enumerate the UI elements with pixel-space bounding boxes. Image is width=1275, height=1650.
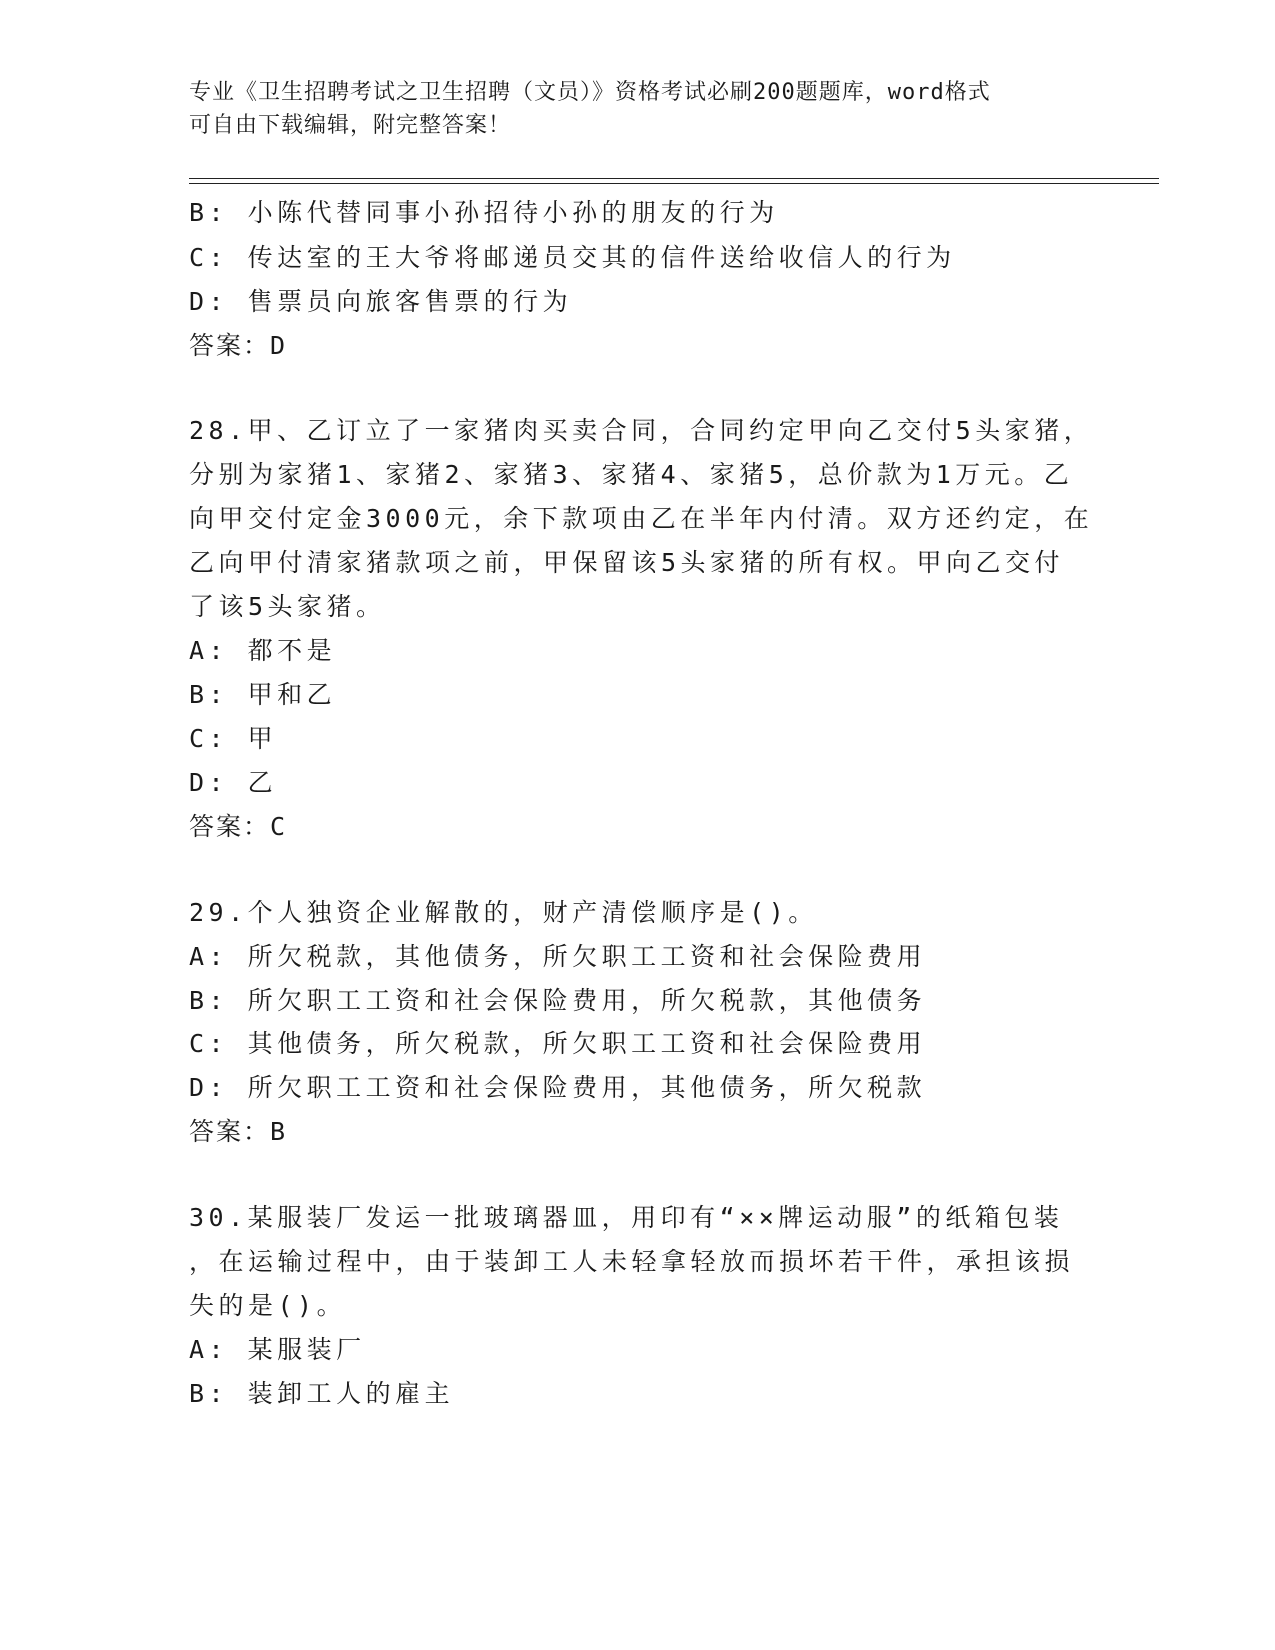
q28-option-c: C: 甲 <box>189 724 278 753</box>
q29-answer: 答案：B <box>189 1117 288 1146</box>
q28-option-a: A: 都不是 <box>189 636 337 665</box>
q30-option-a: A: 某服装厂 <box>189 1335 366 1364</box>
q28-stem-line-5: 了该5头家猪。 <box>189 592 386 621</box>
q28-stem-line-3: 向甲交付定金3000元，余下款项由乙在半年内付清。双方还约定，在 <box>189 504 1094 533</box>
q29-option-d: D: 所欠职工工资和社会保险费用，其他债务，所欠税款 <box>189 1073 927 1102</box>
q28-stem-line-2: 分别为家猪1、家猪2、家猪3、家猪4、家猪5，总价款为1万元。乙 <box>189 460 1074 489</box>
q30-stem-line-3: 失的是()。 <box>189 1291 347 1320</box>
q27-option-c: C: 传达室的王大爷将邮递员交其的信件送给收信人的行为 <box>189 243 956 272</box>
q30-option-b: B: 装卸工人的雇主 <box>189 1379 455 1408</box>
header-rule-bottom <box>189 183 1159 184</box>
q29-option-c: C: 其他债务，所欠税款，所欠职工工资和社会保险费用 <box>189 1029 927 1058</box>
q27-option-b: B: 小陈代替同事小孙招待小孙的朋友的行为 <box>189 198 779 227</box>
q30-stem-line-2: ，在运输过程中，由于装卸工人未轻拿轻放而损坏若干件，承担该损 <box>189 1247 1075 1276</box>
q29-option-a: A: 所欠税款，其他债务，所欠职工工资和社会保险费用 <box>189 942 927 971</box>
q29-stem: 29.个人独资企业解散的，财产清偿顺序是()。 <box>189 898 818 927</box>
q28-answer: 答案：C <box>189 812 288 841</box>
header-rule-top <box>189 178 1159 179</box>
q27-option-d: D: 售票员向旅客售票的行为 <box>189 287 573 316</box>
q28-option-d: D: 乙 <box>189 768 278 797</box>
header-line-2: 可自由下载编辑，附完整答案！ <box>189 113 512 138</box>
q28-stem-line-1: 28.甲、乙订立了一家猪肉买卖合同，合同约定甲向乙交付5头家猪， <box>189 416 1094 445</box>
q28-stem-line-4: 乙向甲付清家猪款项之前，甲保留该5头家猪的所有权。甲向乙交付 <box>189 548 1065 577</box>
q29-option-b: B: 所欠职工工资和社会保险费用，所欠税款，其他债务 <box>189 986 927 1015</box>
header-line-1: 专业《卫生招聘考试之卫生招聘（文员）》资格考试必刷200题题库，word格式 <box>189 80 991 105</box>
document-header <box>189 76 1089 142</box>
q28-option-b: B: 甲和乙 <box>189 680 337 709</box>
q27-answer: 答案：D <box>189 331 288 360</box>
q30-stem-line-1: 30.某服装厂发运一批玻璃器皿，用印有“××牌运动服”的纸箱包装 <box>189 1203 1064 1232</box>
